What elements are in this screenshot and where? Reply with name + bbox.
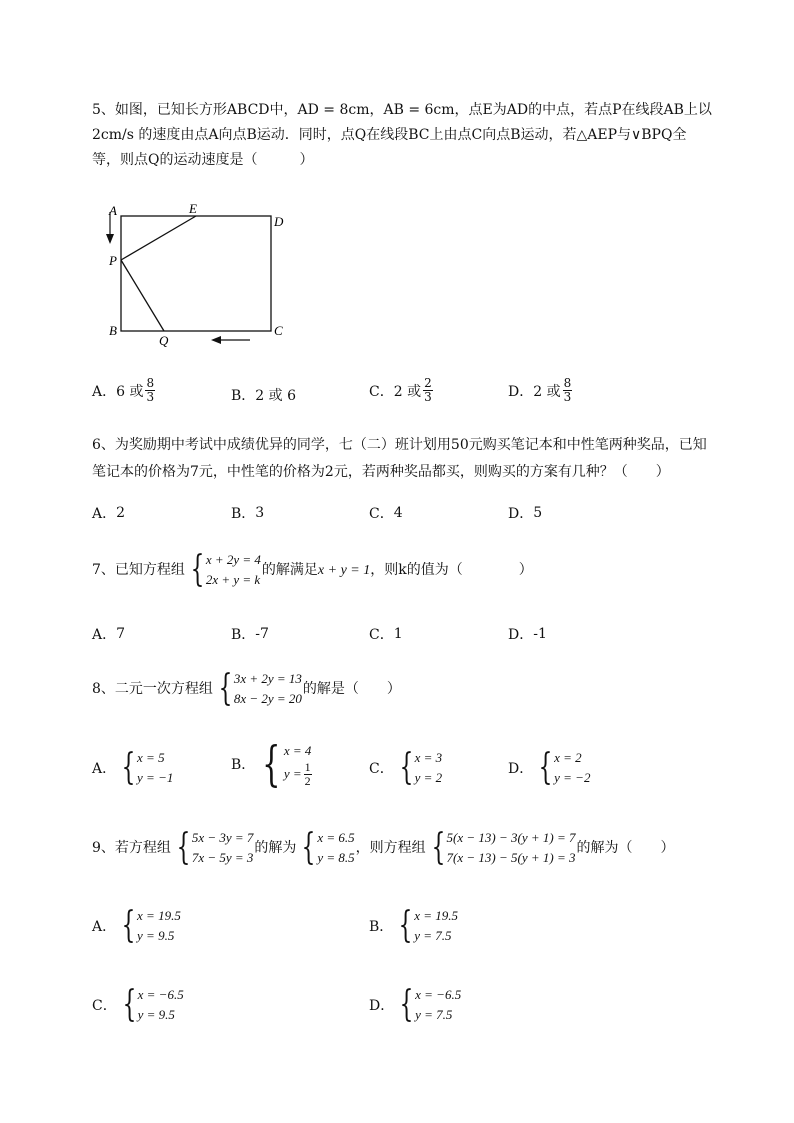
q8-option-a[interactable]: A． { x = 5 y = −1 [92, 747, 174, 788]
q5-option-b[interactable]: B． 2 或 6 [231, 388, 297, 404]
q7-option-c[interactable]: C． 1 [369, 626, 403, 643]
q5-line1: 5、如图，已知长方形ABCD中，AD = 8cm，AB = 6cm，点E为AD的中点，若点P在线段AB上以 [92, 102, 712, 118]
q5-option-d[interactable]: D． 2 或 $\frac{8}{3}$ [508, 376, 572, 404]
q8-system: { 3x + 2y = 13 8x − 2y = 20 [218, 668, 302, 709]
q9-option-d[interactable]: D． { x = −6.5 y = 7.5 [369, 984, 462, 1025]
question-6-text [92, 432, 750, 486]
q5-option-a[interactable]: A． 6 或 $\frac{8}{3}$ [92, 376, 155, 404]
q6-option-d[interactable]: D． 5 [508, 505, 543, 522]
label-c: C [274, 323, 283, 338]
q6-option-c[interactable]: C． 4 [369, 505, 403, 522]
label-e: E [189, 201, 197, 216]
arrow-left-head [211, 336, 221, 344]
q5-line2: 2cm/s 的速度由点A向点B运动．同时，点Q在线段BC上由点C向点B运动，若△AEP与∨BPQ全 [92, 127, 687, 143]
question-8-text: 8、二元一次方程组 { 3x + 2y = 13 8x − 2y = 20 的解是（ ） [92, 668, 401, 709]
q7-option-d[interactable]: D． -1 [508, 626, 547, 643]
q7-option-b[interactable]: B． -7 [231, 626, 269, 643]
q9-system-1: { 5x − 3y = 7 7x − 5y = 3 [176, 827, 254, 868]
q9-system-2: { 5(x − 13) − 3(y + 1) = 7 7(x − 13) − 5(y + 1) = 3 [431, 827, 576, 868]
q7-system: { x + 2y = 4 2x + y = k [190, 549, 261, 590]
q6-option-b[interactable]: B． 3 [231, 505, 265, 522]
q9-option-c[interactable]: C． { x = −6.5 y = 9.5 [92, 984, 184, 1025]
q6-line1: 6、为奖励期中考试中成绩优异的同学，七（二）班计划用50元购买笔记本和中性笔两种奖品，已知 [92, 437, 707, 453]
q5-c-fraction: $\frac{2}{3}$ [424, 376, 432, 404]
label-a: A [109, 203, 117, 218]
q8-option-d[interactable]: D． { x = 2 y = −2 [508, 747, 591, 788]
q6-option-a[interactable]: A． 2 [92, 505, 126, 522]
q8-option-b[interactable]: B． { x = 4 y = $\frac{1}{2}$ [231, 736, 312, 792]
q9-option-a[interactable]: A． { x = 19.5 y = 9.5 [92, 905, 181, 946]
q8-option-c[interactable]: C． { x = 3 y = 2 [369, 747, 443, 788]
q5-d-fraction: $\frac{8}{3}$ [563, 376, 572, 404]
rectangle-abcd [121, 216, 271, 331]
q5-line3: 等，则点Q的运动速度是（ ） [92, 152, 314, 168]
rectangle-diagram [100, 198, 300, 348]
question-7-text: 7、已知方程组 { x + 2y = 4 2x + y = k 的解满足 x + y = 1 ，则k的值为（ ） [92, 549, 533, 590]
q9-option-b[interactable]: B． { x = 19.5 y = 7.5 [369, 905, 458, 946]
q6-line2: 笔记本的价格为7元，中性笔的价格为2元，若两种奖品都买，则购买的方案有几种？（ ） [92, 464, 670, 480]
q5-a-fraction: $\frac{8}{3}$ [146, 376, 155, 404]
label-q: Q [159, 333, 169, 348]
q7-option-a[interactable]: A． 7 [92, 626, 126, 643]
arrow-down-head [106, 234, 114, 244]
segment-pq [121, 260, 164, 331]
label-b: B [109, 323, 117, 338]
q5-option-c[interactable]: C． 2 或 $\frac{2}{3}$ [369, 376, 432, 404]
question-9-text: 9、若方程组 { 5x − 3y = 7 7x − 5y = 3 的解为 { x = 6.5 y = 8.5 ，则方程组 { 5(x − 13) − 3(y + 1) = 7 7(x − 13) − 5(y + 1) = 3 的解为（ ） [92, 827, 675, 868]
rectangle-figure [100, 198, 300, 352]
label-d: D [274, 214, 284, 229]
question-5-text [92, 98, 750, 173]
q9-solution: { x = 6.5 y = 8.5 [302, 827, 355, 868]
label-p: P [109, 253, 117, 268]
segment-pe [121, 216, 196, 260]
